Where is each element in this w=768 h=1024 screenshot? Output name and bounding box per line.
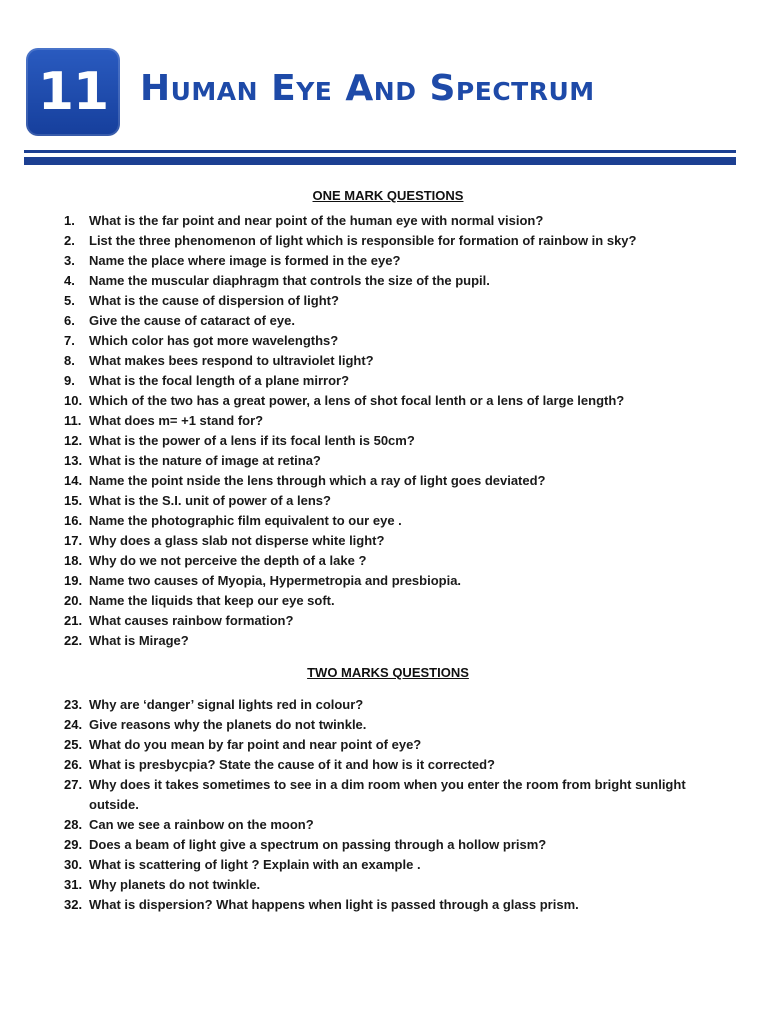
question-item xyxy=(64,631,714,651)
question-text: Name the muscular diaphragm that controls the size of the pupil. xyxy=(89,273,490,288)
question-text: Give reasons why the planets do not twinkle. xyxy=(89,717,367,732)
question-text: Name two causes of Myopia, Hypermetropia and presbiopia. xyxy=(89,573,462,588)
question-number: 6. xyxy=(64,313,75,328)
question-number: 30. xyxy=(64,857,83,872)
question-item xyxy=(64,715,714,735)
question-text: What is the power of a lens if its focal lenth is 50cm? xyxy=(89,433,415,448)
question-number: 22. xyxy=(64,633,83,648)
question-text: What is the far point and near point of the human eye with normal vision? xyxy=(89,213,544,228)
question-number: 18. xyxy=(64,553,83,568)
question-number: 32. xyxy=(64,897,83,912)
question-text: Give the cause of cataract of eye. xyxy=(89,313,295,328)
chapter-number-badge: 11 xyxy=(26,48,120,136)
question-text: What is dispersion? What happens when light is passed through a glass prism. xyxy=(89,897,579,912)
question-number: 28. xyxy=(64,817,83,832)
question-item xyxy=(64,251,714,271)
one-mark-question-list xyxy=(0,211,768,651)
question-text: Which of the two has a great power, a lens of shot focal lenth or a lens of large length? xyxy=(89,393,625,408)
question-text: Why are ‘danger’ signal lights red in colour? xyxy=(89,697,364,712)
question-text: What is the cause of dispersion of light? xyxy=(89,293,339,308)
question-item xyxy=(64,551,714,571)
question-text: What is scattering of light ? Explain with an example . xyxy=(89,857,421,872)
question-number: 29. xyxy=(64,837,83,852)
chapter-header xyxy=(0,0,768,170)
question-item xyxy=(64,735,714,755)
question-text: What is presbycpia? State the cause of it and how is it corrected? xyxy=(89,757,495,772)
question-number: 24. xyxy=(64,717,83,732)
question-item xyxy=(64,291,714,311)
question-text: Why does a glass slab not disperse white light? xyxy=(89,533,385,548)
question-item xyxy=(64,695,714,715)
question-number: 1. xyxy=(64,213,75,228)
question-text: Why does it takes sometimes to see in a dim room when you enter the room from bright sunlight outside. xyxy=(89,777,686,812)
question-text: What is the focal length of a plane mirror? xyxy=(89,373,350,388)
question-item xyxy=(64,411,714,431)
question-item xyxy=(64,511,714,531)
question-item xyxy=(64,835,714,855)
question-item xyxy=(64,775,714,815)
question-item xyxy=(64,875,714,895)
question-text: What makes bees respond to ultraviolet light? xyxy=(89,353,374,368)
question-item xyxy=(64,755,714,775)
question-item xyxy=(64,271,714,291)
question-number: 25. xyxy=(64,737,83,752)
question-text: Name the photographic film equivalent to our eye . xyxy=(89,513,402,528)
question-item xyxy=(64,211,714,231)
question-item xyxy=(64,491,714,511)
question-number: 16. xyxy=(64,513,83,528)
question-item xyxy=(64,591,714,611)
question-number: 10. xyxy=(64,393,83,408)
question-item xyxy=(64,451,714,471)
question-text: Can we see a rainbow on the moon? xyxy=(89,817,314,832)
question-item xyxy=(64,855,714,875)
question-item xyxy=(64,391,714,411)
header-divider-thin xyxy=(24,150,736,153)
question-number: 20. xyxy=(64,593,83,608)
question-text: Does a beam of light give a spectrum on passing through a hollow prism? xyxy=(89,837,547,852)
section-heading-two-marks: TWO MARKS QUESTIONS xyxy=(307,665,469,680)
chapter-title: Human Eye And Spectrum xyxy=(140,68,595,109)
question-number: 4. xyxy=(64,273,75,288)
question-number: 2. xyxy=(64,233,75,248)
question-number: 12. xyxy=(64,433,83,448)
question-number: 3. xyxy=(64,253,75,268)
question-number: 15. xyxy=(64,493,83,508)
question-text: Why do we not perceive the depth of a lake ? xyxy=(89,553,367,568)
question-text: Name the point nside the lens through which a ray of light goes deviated? xyxy=(89,473,546,488)
question-text: What is the S.I. unit of power of a lens? xyxy=(89,493,331,508)
question-sheet xyxy=(0,186,768,915)
question-item xyxy=(64,571,714,591)
question-text: What is Mirage? xyxy=(89,633,189,648)
question-text: Name the liquids that keep our eye soft. xyxy=(89,593,335,608)
question-item xyxy=(64,231,714,251)
question-number: 5. xyxy=(64,293,75,308)
question-number: 7. xyxy=(64,333,75,348)
question-item xyxy=(64,351,714,371)
question-item xyxy=(64,331,714,351)
question-number: 26. xyxy=(64,757,83,772)
section-heading-one-mark: ONE MARK QUESTIONS xyxy=(312,188,464,203)
question-item xyxy=(64,371,714,391)
two-marks-question-list xyxy=(0,695,768,915)
question-text: What is the nature of image at retina? xyxy=(89,453,321,468)
question-text: What does m= +1 stand for? xyxy=(89,413,264,428)
question-text: What do you mean by far point and near point of eye? xyxy=(89,737,422,752)
question-text: List the three phenomenon of light which is responsible for formation of rainbow in sky? xyxy=(89,233,637,248)
question-item xyxy=(64,311,714,331)
question-number: 21. xyxy=(64,613,83,628)
question-number: 31. xyxy=(64,877,83,892)
question-item xyxy=(64,815,714,835)
question-text: Name the place where image is formed in the eye? xyxy=(89,253,401,268)
question-number: 19. xyxy=(64,573,83,588)
header-divider-thick xyxy=(24,157,736,165)
question-number: 23. xyxy=(64,697,83,712)
question-number: 11. xyxy=(64,413,82,428)
question-item xyxy=(64,471,714,491)
question-number: 13. xyxy=(64,453,83,468)
question-text: Which color has got more wavelengths? xyxy=(89,333,339,348)
question-text: Why planets do not twinkle. xyxy=(89,877,261,892)
question-number: 27. xyxy=(64,777,83,792)
question-number: 8. xyxy=(64,353,75,368)
question-number: 9. xyxy=(64,373,75,388)
question-text: What causes rainbow formation? xyxy=(89,613,294,628)
question-item xyxy=(64,531,714,551)
question-item xyxy=(64,895,714,915)
question-number: 17. xyxy=(64,533,83,548)
question-number: 14. xyxy=(64,473,83,488)
question-item xyxy=(64,431,714,451)
question-item xyxy=(64,611,714,631)
